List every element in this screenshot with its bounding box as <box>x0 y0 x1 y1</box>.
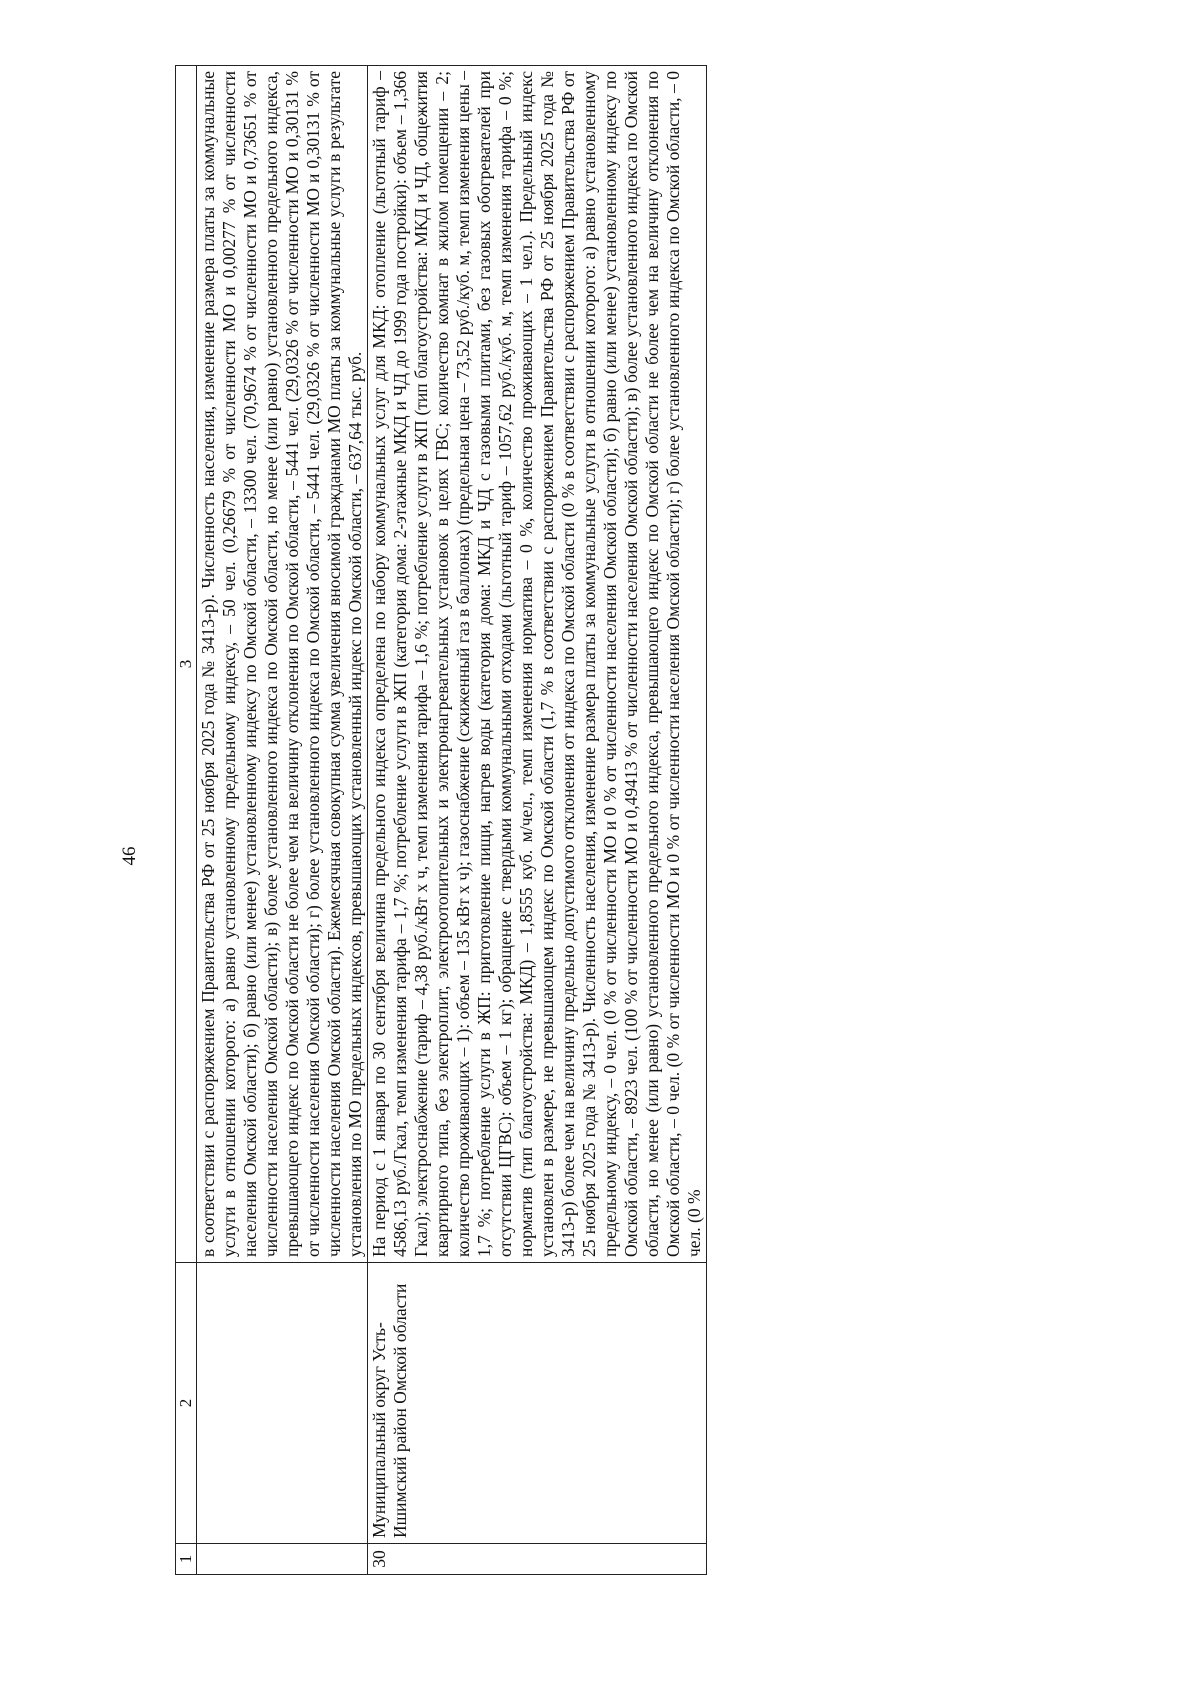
table-header-row <box>176 66 197 1575</box>
landscape-sheet <box>175 65 1055 1575</box>
row-description <box>368 66 707 1263</box>
data-table <box>175 65 707 1575</box>
table-row <box>368 66 707 1575</box>
header-col-1: 1 <box>176 1544 197 1575</box>
row-number: 30 <box>368 1544 707 1575</box>
municipality-name <box>197 1263 368 1544</box>
table-row <box>197 66 368 1575</box>
header-col-2: 2 <box>176 1263 197 1544</box>
row-description <box>197 66 368 1263</box>
rotated-table-frame <box>175 65 1055 1575</box>
page-number: 46 <box>119 846 140 866</box>
row-description-text: На период с 1 января по 30 сентября величина предельного индекса определена по набору коммунальных услуг для МКД: отопление (льготный тариф – 4586,13 руб./Гкал, темп изменения тарифа – 1,7 %; потребление услуги в ЖП (категория дома: 2-этажные МКД и ЧД до 1999 года постройки): объем – 1,366 Гкал); электроснабжение (тариф – 4,38 руб./кВт х ч, темп изменения тарифа – 1,6 %; потребление услуги в ЖП (тип благоустройства: МКД и ЧД, общежития квартирного типа, без электроплит, электроотопительных и электронагревательных установок в целях ГВС; количество комнат в жилом помещении – 2; количество проживающих – 1): объем – 135 кВт х ч); газоснабжение (сжиженный газ в баллонах) (предельная цена – 73,52 руб./куб. м, темп изменения цены – 1,7 %; потребление услуги в ЖП: приготовление пищи, нагрев воды (категория дома: МКД и ЧД с газовыми плитами, без газовых обогревателей при отсутствии ЦГВС): объем – 1 кг); обращение с твердыми коммунальными отходами (льготный тариф – 1057,62 руб./куб. м, темп изменения тарифа – 0 %; норматив (тип благоустройства: МКД) – 1,8555 куб. м/чел., темп изменения норматива – 0 %, количество проживающих – 1 чел.). Предельный индекс установлен в размере, не превышающем индекс по Омской области (1,7 % в соответствии с распоряжением Правительства РФ от 25 ноября 2025 года № 3413-р) более чем на величину предельно допустимого отклонения от индекса по Омской области (0 % в соответствии с распоряжением Правительства РФ от 25 ноября 2025 года № 3413-р). Численность населения, изменение размера платы за коммунальные услуги в отношении которого: а) равно установленному предельному индексу, – 0 чел. (0 % от численности МО и 0 % от численности населения Омской области); б) равно (или менее) установленному индексу по Омской области, – 8923 чел. (100 % от численности МО и 0,49413 % от численности населения Омской области); в) более установленного индекса по Омской области, но менее (или равно) установленного предельного индекса, превышающего индекс по Омской области не более чем на величину отклонения по Омской области, – 0 чел. (0 % от численности МО и 0 % от численности населения Омской области); г) более установленного индекса по Омской области, – 0 чел. (0 % <box>369 71 704 1257</box>
municipality-name: Муниципальный округ Усть-Ишимский район Омской области <box>368 1263 707 1544</box>
header-col-3: 3 <box>176 66 197 1263</box>
row-description-text: в соответствии с распоряжением Правительства РФ от 25 ноября 2025 года № 3413-р). Численность населения, изменение размера платы за коммунальные услуги в отношении которого: а) равно установленному предельному индексу, – 50 чел. (0,26679 % от численности МО и 0,00277 % от численности населения Омской области); б) равно (или менее) установленному индексу по Омской области, – 13300 чел. (70,9674 % от численности МО и 0,73651 % от численности населения Омской области); в) более установленного индекса по Омской области, но менее (или равно) установленного предельного индекса, превышающего индекс по Омской области не более чем на величину отклонения по Омской области, – 5441 чел. (29,0326 % от численности МО и 0,30131 % от численности населения Омской области); г) более установленного индекса по Омской области, – 5441 чел. (29,0326 % от численности МО и 0,30131 % от численности населения Омской области). Ежемесячная совокупная сумма увеличения вносимой гражданами МО платы за коммунальные услуги в результате установления по МО предельных индексов, превышающих установленный индекс по Омской области, – 637,64 тыс. руб. <box>198 71 365 1257</box>
row-number <box>197 1544 368 1575</box>
